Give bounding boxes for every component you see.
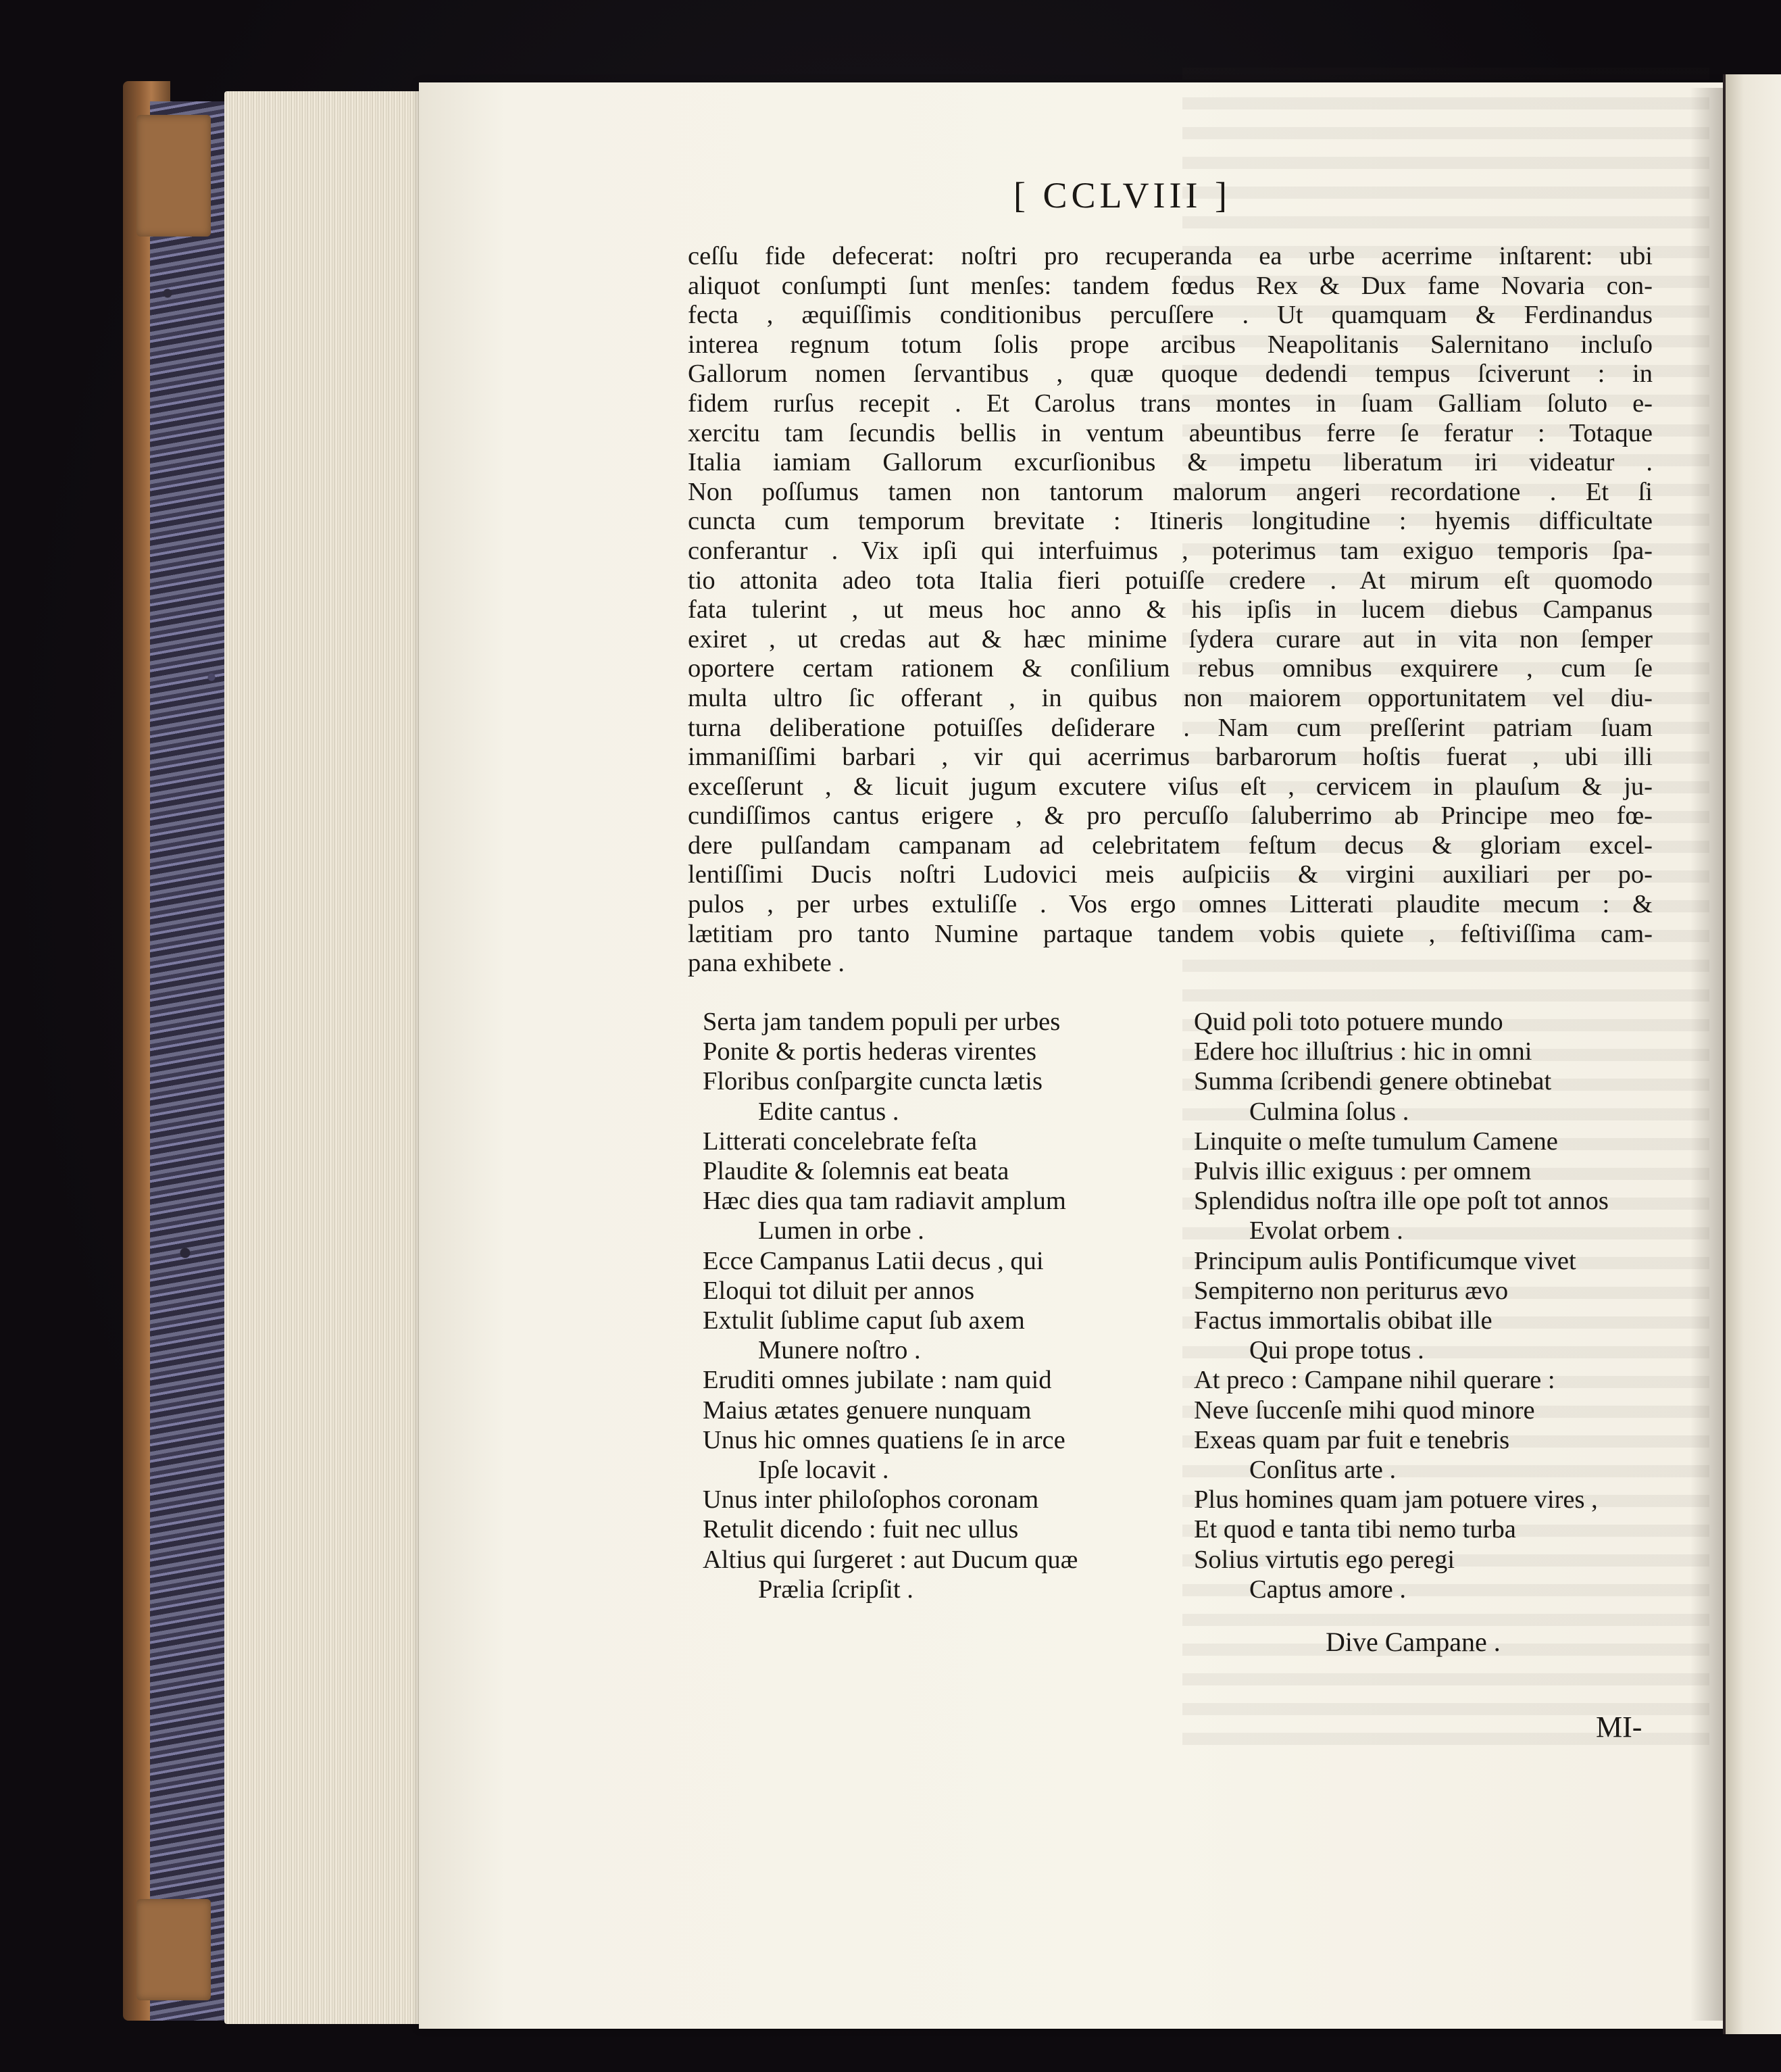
- verse-line: Solius virtutis ego peregi: [1194, 1545, 1455, 1574]
- prose-line: turna deliberatione potuiſſes deſiderare . Nam cum preſſerint patriam ſuam: [688, 713, 1653, 742]
- verse-line: Hæc dies qua tam radiavit amplum: [703, 1187, 1066, 1216]
- prose-line: xercitu tam ſecundis bellis in ventum abeuntibus ferre ſe feratur : Totaque: [688, 418, 1653, 447]
- leather-corner-top: [136, 115, 211, 237]
- prose-line: immaniſſimi barbari , vir qui acerrimus barbarorum hoſtis fuerat , ubi illi: [688, 743, 1653, 772]
- prose-line: conferantur . Vix ipſi qui interfuimus , poterimus tam exiguo temporis ſpa-: [688, 536, 1653, 565]
- verse-line: Plus homines quam jam potuere vires ,: [1194, 1485, 1598, 1514]
- prose-line: Non poſſumus tamen non tantorum malorum angeri recordatione . Et ſi: [688, 477, 1653, 506]
- verse-line: Et quod e tanta tibi nemo turba: [1194, 1515, 1516, 1544]
- catchword: MI-: [1596, 1710, 1642, 1744]
- verse-line: Munere noſtro .: [758, 1336, 921, 1365]
- prose-line: Gallorum nomen ſervantibus , quæ quoque dedendi tempus ſciverunt : in: [688, 360, 1653, 389]
- prose-line: tio attonita adeo tota Italia fieri potuiſſe credere . At mirum eſt quomodo: [688, 566, 1653, 595]
- verse-column-right: [1194, 1007, 1609, 1604]
- prose-line: cuncta cum temporum brevitate : Itineris longitudine : hyemis difficultate: [688, 507, 1653, 536]
- verse-line: Eruditi omnes jubilate : nam quid: [703, 1366, 1052, 1395]
- prose-line: oportere certam rationem & conſilium rebus omnibus exquirere , cum ſe: [688, 654, 1653, 683]
- verse-line: Quid poli toto potuere mundo: [1194, 1008, 1503, 1036]
- verse-line: Edere hoc illuſtrius : hic in omni: [1194, 1037, 1532, 1066]
- prose-line: lentiſſimi Ducis noſtri Ludovici meis auſpiciis & virgini auxiliari per po-: [688, 860, 1653, 889]
- verse-line: Exeas quam par fuit e tenebris: [1194, 1425, 1510, 1454]
- prose-line: multa ultro ſic offerant , in quibus non maiorem opportunitatem vel diu-: [688, 683, 1653, 712]
- verse-line: Altius qui ſurgeret : aut Ducum quæ: [703, 1545, 1078, 1574]
- running-head: [ CCLVIII ]: [1013, 175, 1231, 216]
- prose-block: [688, 242, 1653, 979]
- verse-line: Unus inter philoſophos coronam: [703, 1485, 1039, 1514]
- prose-line: ceſſu fide defecerat: noſtri pro recuperanda ea urbe acerrime inſtarent: ubi: [688, 242, 1653, 270]
- prose-line: fecta , æquiſſimis conditionibus percuſſere . Ut quamquam & Ferdinandus: [688, 301, 1653, 330]
- verse-line: Qui prope totus .: [1249, 1336, 1424, 1365]
- verse-column-left: [703, 1007, 1078, 1604]
- verse-line: Maius ætates genuere nunquam: [703, 1396, 1032, 1425]
- verse-line: Unus hic omnes quatiens ſe in arce: [703, 1425, 1065, 1454]
- verse-line: Litterati concelebrate feſta: [703, 1127, 978, 1156]
- verse-line: Summa ſcribendi genere obtinebat: [1194, 1067, 1552, 1096]
- verse-line: Neve ſuccenſe mihi quod minore: [1194, 1396, 1535, 1425]
- closing-line: Dive Campane .: [1326, 1627, 1501, 1657]
- verse-line: Conſitus arte .: [1249, 1456, 1397, 1485]
- next-page-edge: [1723, 74, 1781, 2034]
- verse-line: Lumen in orbe .: [758, 1216, 924, 1245]
- verse-line: Plaudite & ſolemnis eat beata: [703, 1157, 1009, 1186]
- verse-line: Eloqui tot diluit per annos: [703, 1276, 975, 1305]
- verse-line: Pulvis illic exiguus : per omnem: [1194, 1157, 1532, 1186]
- verse-line: Captus amore .: [1249, 1575, 1407, 1604]
- prose-line: fidem rurſus recepit . Et Carolus trans montes in ſuam Galliam ſoluto e-: [688, 389, 1653, 418]
- prose-line: fata tulerint , ut meus hoc anno & his ipſis in lucem diebus Campanus: [688, 595, 1653, 624]
- verse-line: At preco : Campane nihil querare :: [1194, 1366, 1555, 1395]
- verse-line: Edite cantus .: [758, 1097, 899, 1126]
- prose-line: cundiſſimos cantus erigere , & pro percuſſo ſaluberrimo ab Principe meo fœ-: [688, 801, 1653, 831]
- prose-line: Italia iamiam Gallorum excurſionibus & impetu liberatum iri videatur .: [688, 448, 1653, 477]
- verse-line: Linquite o meſte tumulum Camene: [1194, 1127, 1558, 1156]
- verse-line: Factus immortalis obibat ille: [1194, 1306, 1492, 1335]
- prose-line: pulos , per urbes extuliſſe . Vos ergo omnes Litterati plaudite mecum : &: [688, 890, 1653, 919]
- leather-corner-bottom: [136, 1899, 211, 2000]
- prose-line: aliquot conſumpti ſunt menſes: tandem fœdus Rex & Dux fame Novaria con-: [688, 271, 1653, 300]
- prose-line: exiret , ut credas aut & hæc minime ſydera curare aut in vita non ſemper: [688, 624, 1653, 653]
- prose-line: pana exhibete .: [688, 949, 845, 978]
- verse-line: Retulit dicendo : fuit nec ullus: [703, 1515, 1019, 1544]
- verse-line: Floribus conſpargite cuncta lætis: [703, 1067, 1043, 1096]
- verse-line: Principum aulis Pontificumque vivet: [1194, 1246, 1576, 1275]
- verse-line: Ecce Campanus Latii decus , qui: [703, 1246, 1044, 1275]
- verse-line: Extulit ſublime caput ſub axem: [703, 1306, 1025, 1335]
- verse-line: Splendidus noſtra ille ope poſt tot annos: [1194, 1187, 1609, 1216]
- verse-line: Prælia ſcripſit .: [758, 1575, 913, 1604]
- verse-line: Evolat orbem .: [1249, 1216, 1403, 1245]
- verse-line: Ponite & portis hederas virentes: [703, 1037, 1036, 1066]
- verse-line: Serta jam tandem populi per urbes: [703, 1008, 1061, 1036]
- prose-line: lætitiam pro tanto Numine partaque tandem vobis quiete , feſtiviſſima cam-: [688, 919, 1653, 948]
- prose-line: interea regnum totum ſolis prope arcibus Neapolitanis Salernitano incluſo: [688, 330, 1653, 359]
- verse-line: Sempiterno non periturus ævo: [1194, 1276, 1509, 1305]
- prose-line: dere pulſandam campanam ad celebritatem feſtum decus & gloriam excel-: [688, 831, 1653, 860]
- verse-line: Culmina ſolus .: [1249, 1097, 1409, 1126]
- prose-line: exceſſerunt , & licuit jugum excutere viſus eſt , cervicem in plauſum & ju-: [688, 772, 1653, 801]
- verse-line: Ipſe locavit .: [758, 1456, 889, 1485]
